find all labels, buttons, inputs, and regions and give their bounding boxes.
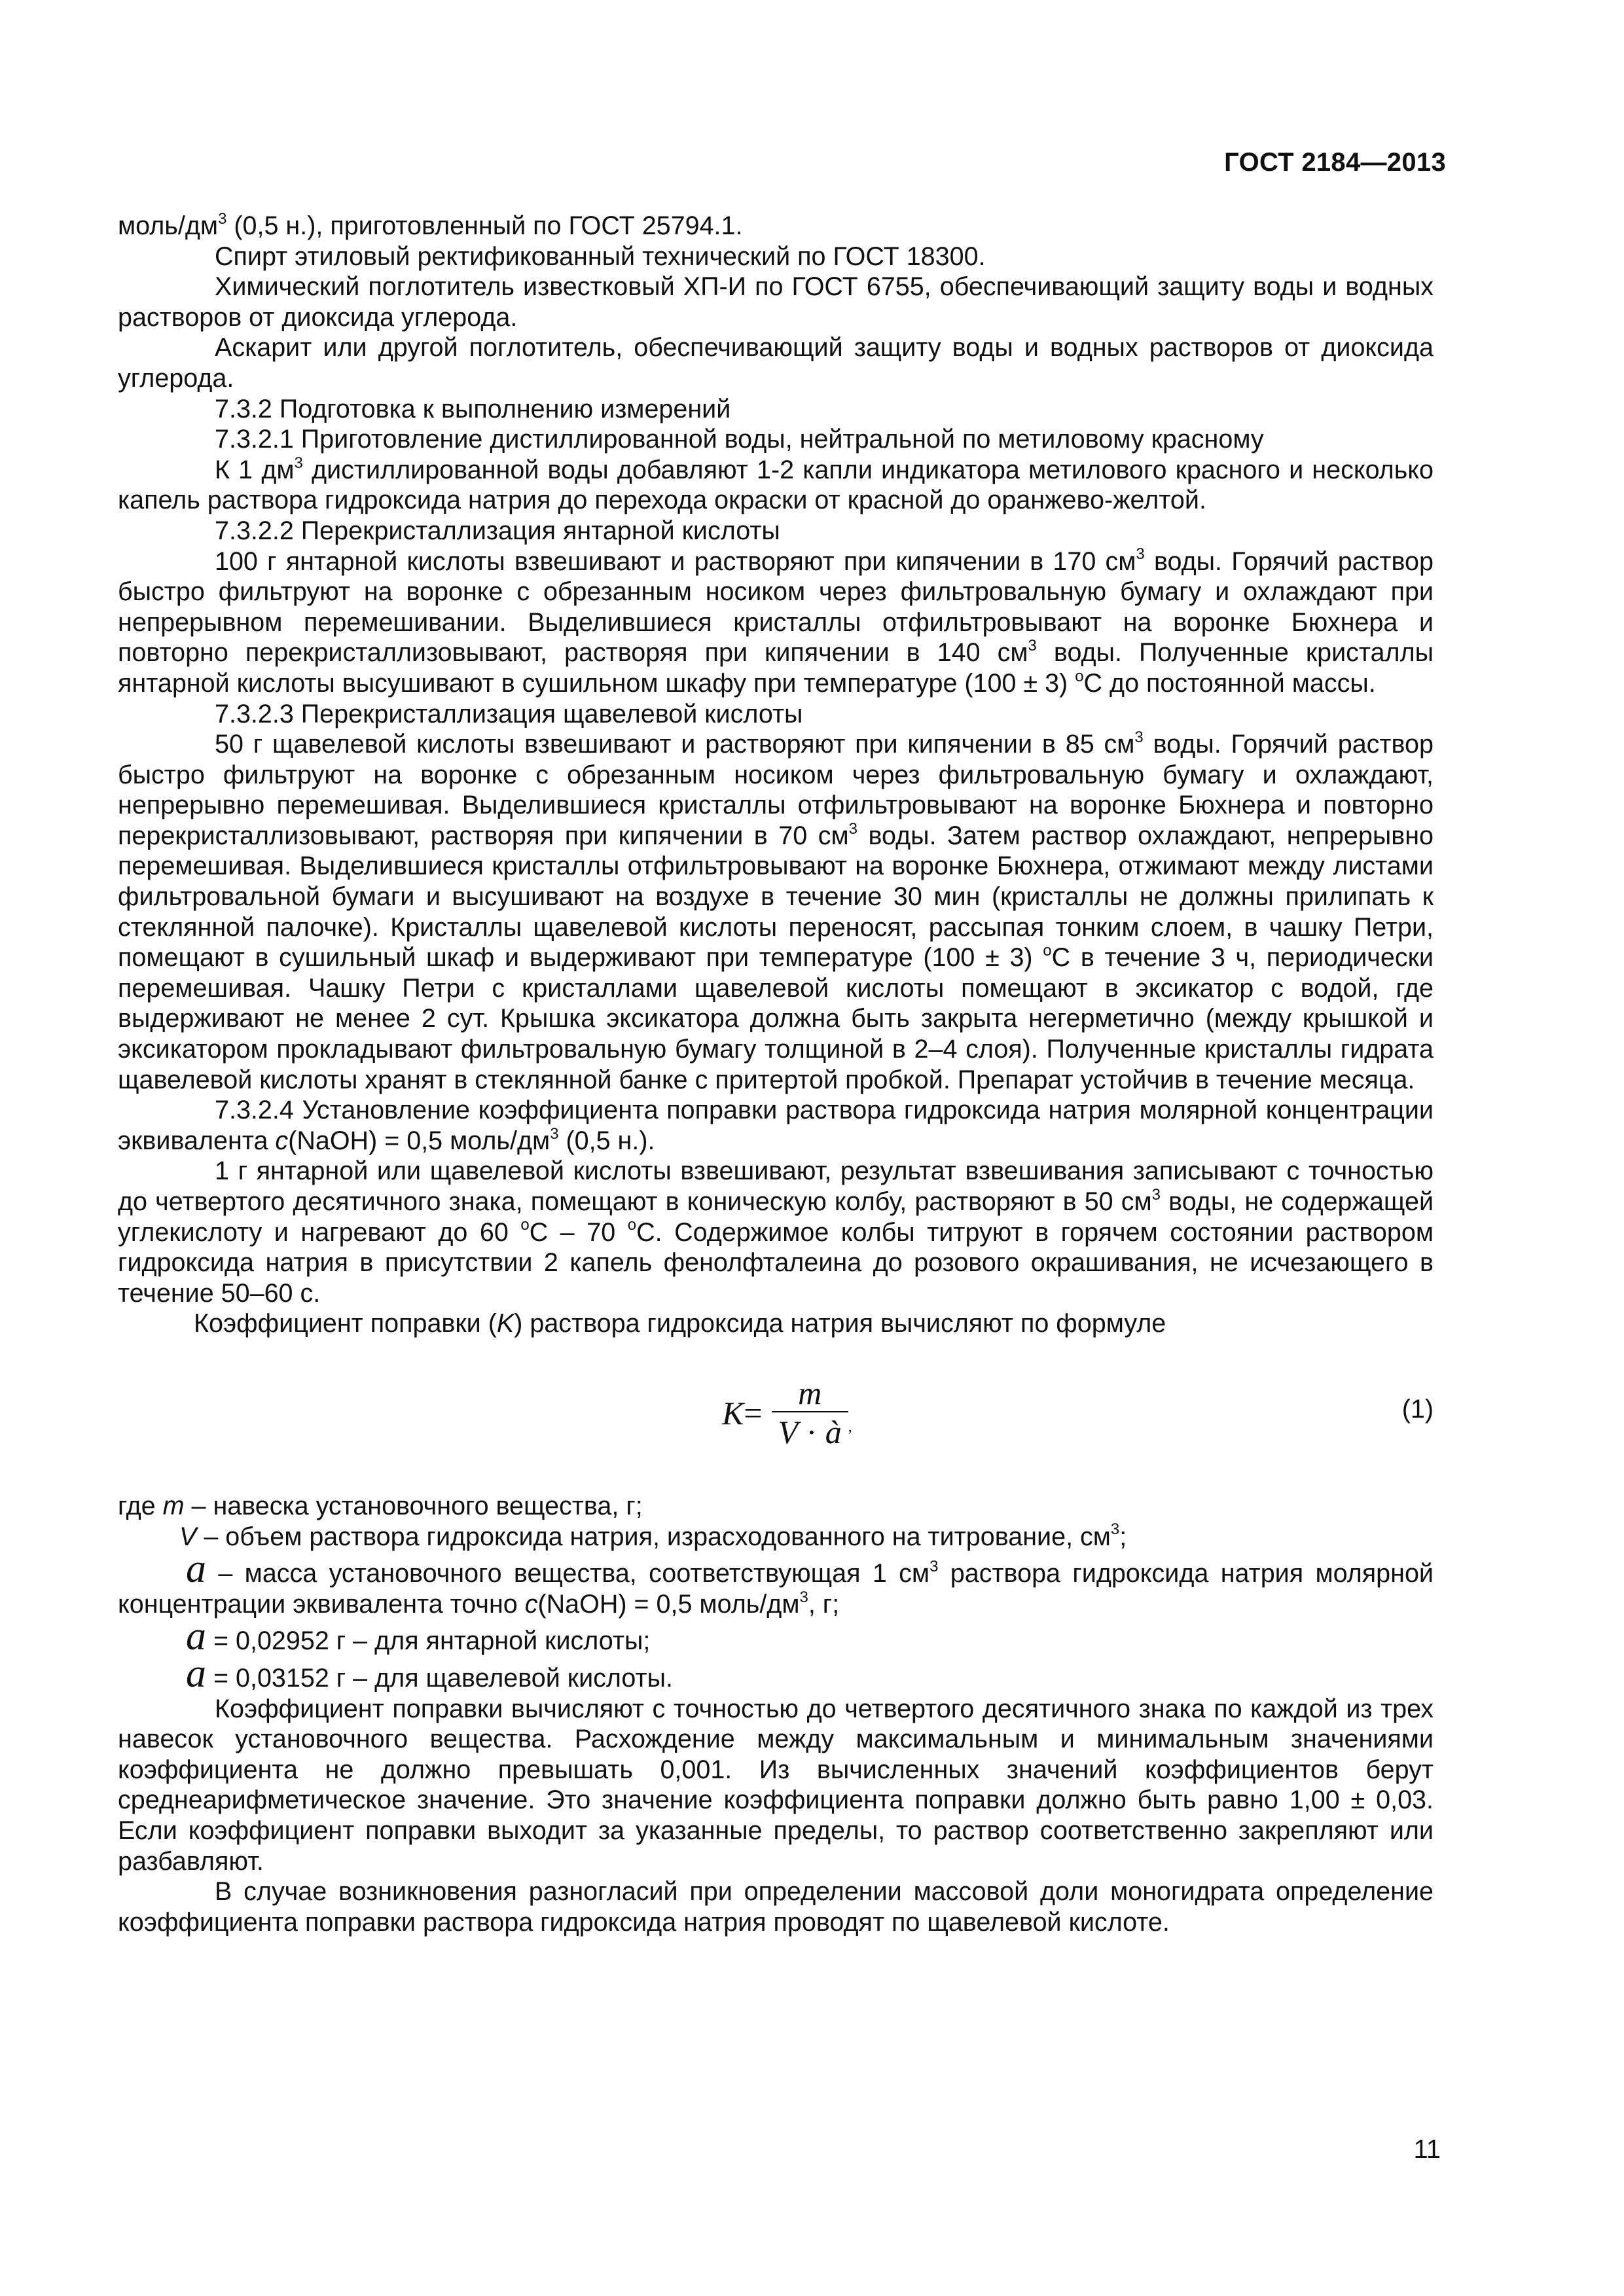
legend-a-oxalic <box>118 1651 1434 1696</box>
text-span: моль/дм <box>118 211 219 240</box>
formula-number: (1) <box>1401 1394 1434 1424</box>
formula-comma: , <box>848 1418 852 1436</box>
text-span: раствора гидроксида натрия молярной концентрации эквивалента точно <box>118 1559 1434 1619</box>
paragraph-ascarite: Аскарит или другой поглотитель, обеспечивающий защиту воды и водных растворов от диоксида углерода. <box>118 333 1434 393</box>
text-span: V <box>179 1522 197 1551</box>
formula-expression <box>722 1374 852 1452</box>
text-span: a <box>186 1614 206 1659</box>
section-heading-7-3-2-4 <box>118 1095 1434 1156</box>
text-span: воды. Горячий раствор быстро фильтруют на воронке с обрезанным носиком через фильтровальную бумагу и охлаждают при непрерывном перемешивании. Выделившиеся кристаллы отфильтровывают на воронке Бюхнера и повторно перекристаллизовывают, растворяя при кипячении в 140 см <box>118 547 1434 668</box>
text-span: С до постоянной массы. <box>1083 668 1376 698</box>
degree-superscript: o <box>520 1216 530 1234</box>
superscript: 3 <box>1151 1185 1161 1204</box>
formula-equals: = <box>744 1394 763 1431</box>
paragraph-titration <box>118 1156 1434 1308</box>
text-span: à <box>825 1413 842 1450</box>
formula-denominator <box>772 1411 848 1452</box>
superscript: 3 <box>550 1124 559 1143</box>
text-span: V <box>778 1413 799 1450</box>
text-span: К 1 дм <box>215 455 295 484</box>
text-span: (NaOH) = 0,5 моль/дм <box>537 1589 800 1619</box>
formula-lhs: K <box>722 1394 744 1431</box>
text-span: воды. Затем раствор охлаждают, непрерывно перемешивая. Выделившиеся кристаллы отфильтровывают на воронке Бюхнера, отжимают между листами фильтровальной бумаги и высушивают на воздухе в течение 30 мин (кристаллы не должны прилипать к стеклянной палочке). Кристаллы щавелевой кислоты переносят, рассыпая тонким слоем, в чашку Петри, помещают в сушильный шкаф и выдерживают при температуре (100 ± 3) <box>118 821 1434 973</box>
text-span: c <box>275 1126 289 1155</box>
formula-1 <box>118 1369 1434 1480</box>
text-span: воды. Горячий раствор быстро фильтруют на воронке с обрезанным носиком через фильтровальную бумагу и охлаждают, непрерывно перемешивая. Выделившиеся кристаллы отфильтровывают на воронке Бюхнера и повторно перекристаллизовывают, растворяя при кипячении в 70 см <box>118 730 1434 850</box>
page-number: 11 <box>1413 2135 1441 2164</box>
text-span: K <box>496 1309 514 1338</box>
text-span: ) раствора гидроксида натрия вычисляют по формуле <box>514 1309 1166 1338</box>
text-span: · <box>798 1413 825 1450</box>
superscript: 3 <box>218 209 227 228</box>
section-heading-7-3-2-1: 7.3.2.1 Приготовление дистиллированной воды, нейтральной по метиловому красному <box>215 425 1264 454</box>
text-span: 1 г янтарной или щавелевой кислоты взвешивают, результат взвешивания записывают с точностью до четвертого десятичного знака, помещают в коническую колбу, растворяют в 50 см <box>118 1157 1434 1216</box>
text-span: , г; <box>808 1589 840 1619</box>
legend-a <box>118 1547 1434 1619</box>
paragraph-formula-intro <box>118 1308 1434 1339</box>
paragraph-continuation <box>118 211 1434 242</box>
document-body <box>118 211 1434 1937</box>
legend-m <box>118 1491 1434 1522</box>
superscript: 3 <box>848 819 857 838</box>
superscript: 3 <box>1134 728 1144 746</box>
degree-superscript: o <box>1075 667 1084 685</box>
text-span: – навеска установочного вещества, г; <box>184 1491 643 1520</box>
legend-a-succinic <box>118 1614 1434 1659</box>
text-span: воды. Полученные кристаллы янтарной кислоты высушивают в сушильном шкафу при температуре (100 ± 3) <box>118 638 1434 698</box>
text-span: С в течение 3 ч, периодически перемешивая. Чашку Петри с кристаллами щавелевой кислоты помещают в эксикатор с водой, где выдерживают не менее 2 сут. Крышка эксикатора должна быть закрыта негерметично (между крышкой и эксикатором прокладывают фильтровальную бумагу толщиной в 2–4 слоя). Полученные кристаллы гидрата щавелевой кислоты хранят в стеклянной банке с притертой пробкой. Препарат устойчив в течение месяца. <box>118 943 1434 1094</box>
document-id-header: ГОСТ 2184—2013 <box>1224 148 1446 177</box>
paragraph-absorber: Химический поглотитель известковый ХП-И по ГОСТ 6755, обеспечивающий защиту воды и водных растворов от диоксида углерода. <box>118 272 1434 332</box>
text-span: – масса установочного вещества, соответствующая 1 см <box>206 1559 930 1588</box>
text-span: Коэффициент поправки ( <box>194 1309 497 1338</box>
formula-numerator: m <box>798 1374 822 1411</box>
section-heading-7-3-2: 7.3.2 Подготовка к выполнению измерений <box>215 394 731 423</box>
superscript: 3 <box>929 1558 939 1575</box>
paragraph-coefficient-precision: Коэффициент поправки вычисляют с точностью до четвертого десятичного знака по каждой из трех навесок установочного вещества. Расхождение между максимальным и минимальным значениями коэффициента не должно превышать 0,001. Из вычисленных значений коэффициентов берут среднеарифметическое значение. Это значение коэффициента поправки должно быть равно 1,00 ± 0,03. Если коэффициент поправки выходит за указанные пределы, то раствор соответственно закрепляют или разбавляют. <box>118 1694 1434 1876</box>
text-span: 50 г щавелевой кислоты взвешивают и растворяют при кипячении в 85 см <box>215 730 1135 759</box>
text-span: 100 г янтарной кислоты взвешивают и растворяют при кипячении в 170 см <box>215 547 1136 576</box>
formula-fraction <box>772 1374 848 1452</box>
text-span: a <box>186 1651 206 1696</box>
text-span: С – 70 <box>529 1217 628 1247</box>
text-span: – объем раствора гидроксида натрия, израсходованного на титрование, см <box>196 1522 1111 1551</box>
paragraph-ethanol: Спирт этиловый ректификованный технический по ГОСТ 18300. <box>215 242 986 271</box>
text-span: = 0,03152 г – для щавелевой кислоты. <box>206 1663 673 1693</box>
section-heading-7-3-2-3: 7.3.2.3 Перекристаллизация щавелевой кислоты <box>215 699 803 728</box>
text-span: воды, не содержащей углекислоту и нагревают до 60 <box>118 1187 1434 1247</box>
text-span: m <box>162 1491 185 1520</box>
paragraph-dispute: В случае возникновения разногласий при определении массовой доли моногидрата определение коэффициента поправки раствора гидроксида натрия проводят по щавелевой кислоте. <box>118 1877 1434 1937</box>
paragraph-succinic-acid <box>118 547 1434 699</box>
superscript: 3 <box>1110 1520 1120 1539</box>
text-span: = 0,02952 г – для янтарной кислоты; <box>206 1626 651 1656</box>
section-heading-7-3-2-2: 7.3.2.2 Перекристаллизация янтарной кислоты <box>215 516 780 545</box>
text-span: (NaOH) = 0,5 моль/дм <box>288 1126 550 1155</box>
text-span: ; <box>1119 1522 1127 1551</box>
superscript: 3 <box>1136 545 1145 564</box>
text-span: где <box>118 1491 163 1520</box>
text-span: (0,5 н.). <box>558 1126 655 1155</box>
paragraph-oxalic-acid <box>118 729 1434 1095</box>
legend-v <box>118 1522 1434 1552</box>
superscript: 3 <box>294 454 303 472</box>
text-span: a <box>186 1547 206 1592</box>
text-span: (0,5 н.), приготовленный по ГОСТ 25794.1. <box>226 211 743 240</box>
superscript: 3 <box>799 1588 808 1606</box>
text-span: С. Содержимое колбы титруют в горячем состоянии раствором гидроксида натрия в присутствии 2 капель фенолфталеина до розового окрашивания, не исчезающего в течение 50–60 с. <box>118 1217 1434 1308</box>
text-span: дистиллированной воды добавляют 1-2 капли индикатора метилового красного и несколько капель раствора гидроксида натрия до перехода окраски от красной до оранжево-желтой. <box>118 455 1434 515</box>
text-span: 7.3.2.4 Установление коэффициента поправки раствора гидроксида натрия молярной концентрации эквивалента <box>118 1096 1434 1155</box>
degree-superscript: o <box>1043 942 1052 960</box>
superscript: 3 <box>1028 637 1037 655</box>
paragraph-neutral-water <box>118 455 1434 516</box>
text-span: c <box>524 1589 538 1619</box>
degree-superscript: o <box>627 1216 637 1234</box>
